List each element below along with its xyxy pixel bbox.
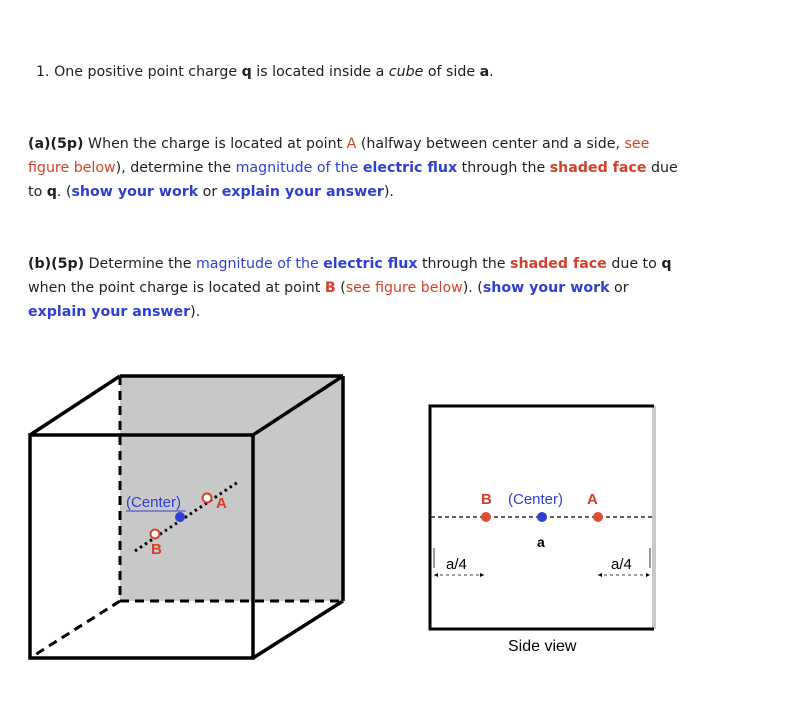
part-b-label: (b)(5p) [28,256,85,272]
question-number: 1. [36,64,50,80]
dim-right-label: a/4 [611,556,632,573]
side-label-b: B [481,491,492,508]
cube-label-a: A [216,495,227,512]
dim-a-label: a [537,534,545,550]
side-point-a [593,512,603,522]
side-point-b [481,512,491,522]
shaded-face [120,376,343,601]
cube-point-a [203,494,212,503]
cube-center-label: (Center) [126,494,182,511]
side-view-figure [430,406,654,655]
cube-point-center [175,512,185,522]
side-center-label: (Center) [508,491,564,508]
cube-label-b: B [151,541,162,558]
side-label-a: A [587,491,598,508]
dim-left-label: a/4 [446,556,467,573]
part-b-question: (b)(5p) Determine the magnitude of the electric flux through the shaded face due to q when the point charge is located at point B (see figure below). (show your work or explain your answer). [28,256,672,320]
side-view-caption: Side view [508,638,577,655]
cube-figure [30,376,343,658]
part-a-question: (a)(5p) When the charge is located at point A (halfway between center and a side, see figure below), determine the magnitude of the electric flux through the shaded face due to q. (show your work or explain your answer). [28,136,678,200]
cube-point-b [151,530,160,539]
part-a-label: (a)(5p) [28,136,84,152]
question-intro: 1. One positive point charge q is located inside a cube of side a. [36,64,494,80]
side-point-center [537,512,547,522]
